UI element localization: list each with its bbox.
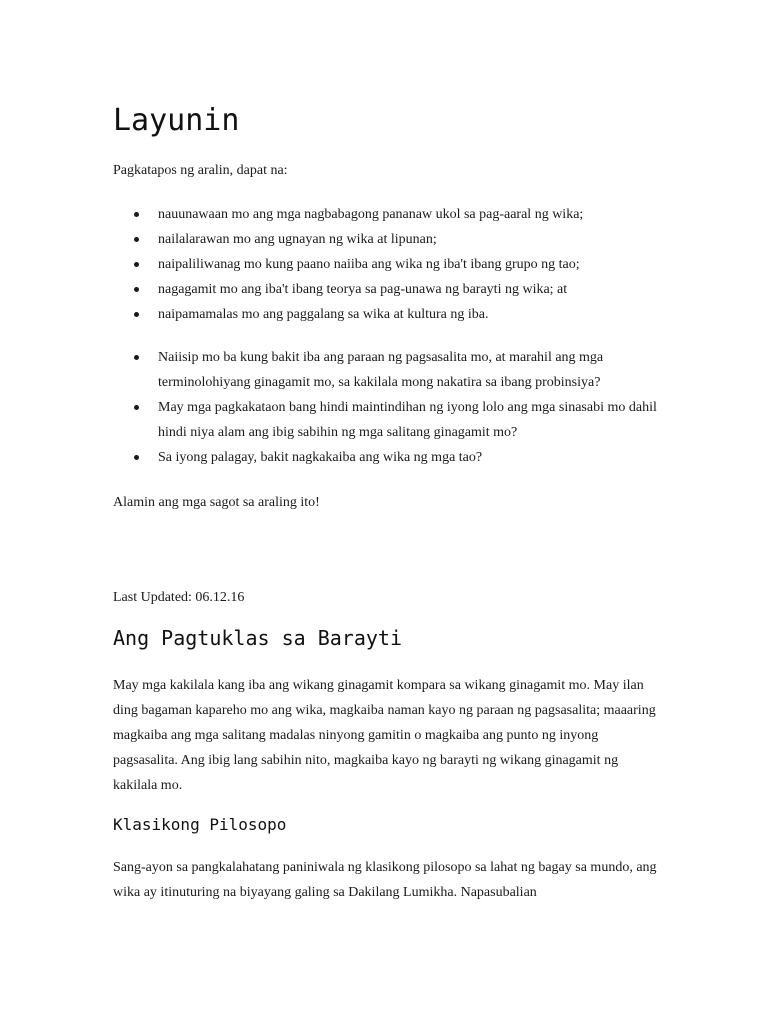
section-title: Ang Pagtuklas sa Barayti	[113, 626, 402, 650]
bullet-icon	[134, 212, 139, 217]
bullet-icon	[134, 355, 139, 360]
bullet-icon	[134, 262, 139, 267]
intro-text: Pagkatapos ng aralin, dapat na:	[113, 163, 288, 178]
list-item: naipaliliwanag mo kung paano naiiba ang wika ng iba't ibang grupo ng tao;	[113, 252, 658, 277]
subsection-title: Klasikong Pilosopo	[113, 815, 287, 834]
bullet-icon	[134, 455, 139, 460]
list-item: nauunawaan mo ang mga nagbabagong pananaw ukol sa pag-aaral ng wika;	[113, 202, 658, 227]
list-item: May mga pagkakataon bang hindi maintindihan ng iyong lolo ang mga sinasabi mo dahil hindi niya alam ang ibig sabihin ng mga salitang ginagamit mo?	[113, 395, 658, 445]
page-title: Layunin	[113, 103, 240, 138]
bullet-icon	[134, 312, 139, 317]
subsection-paragraph: Sang-ayon sa pangkalahatang paniniwala ng klasikong pilosopo sa lahat ng bagay sa mundo, ang wika ay itinuturing na biyayang galing sa Dakilang Lumikha. Napasubalian	[113, 860, 657, 900]
list-item: nailalarawan mo ang ugnayan ng wika at lipunan;	[113, 227, 658, 252]
bullet-icon	[134, 405, 139, 410]
list-item: naipamamalas mo ang paggalang sa wika at kultura ng iba.	[113, 302, 658, 327]
section-paragraph: May mga kakilala kang iba ang wikang ginagamit kompara sa wikang ginagamit mo. May ilan ding bagaman kapareho mo ang wika, magkaiba naman kayo ng paraan ng pagsasalita; maaaring magkaiba ang mga salitang madalas ninyong gamitin o magkaiba ang punto ng inyong pagsasalita. Ang ibig lang sabihin nito, magkaiba kayo ng barayti ng wikang ginagamit ng kakilala mo.	[113, 678, 656, 793]
questions-list	[113, 345, 658, 470]
closing-text: Alamin ang mga sagot sa araling ito!	[113, 495, 320, 510]
last-updated: Last Updated: 06.12.16	[113, 590, 245, 605]
bullet-icon	[134, 287, 139, 292]
list-item: nagagamit mo ang iba't ibang teorya sa pag-unawa ng barayti ng wika; at	[113, 277, 658, 302]
bullet-icon	[134, 237, 139, 242]
list-item: Naiisip mo ba kung bakit iba ang paraan ng pagsasalita mo, at marahil ang mga terminolohiyang ginagamit mo, sa kakilala mong nakatira sa ibang probinsiya?	[113, 345, 658, 395]
list-item: Sa iyong palagay, bakit nagkakaiba ang wika ng mga tao?	[113, 445, 658, 470]
objectives-list	[113, 202, 658, 327]
